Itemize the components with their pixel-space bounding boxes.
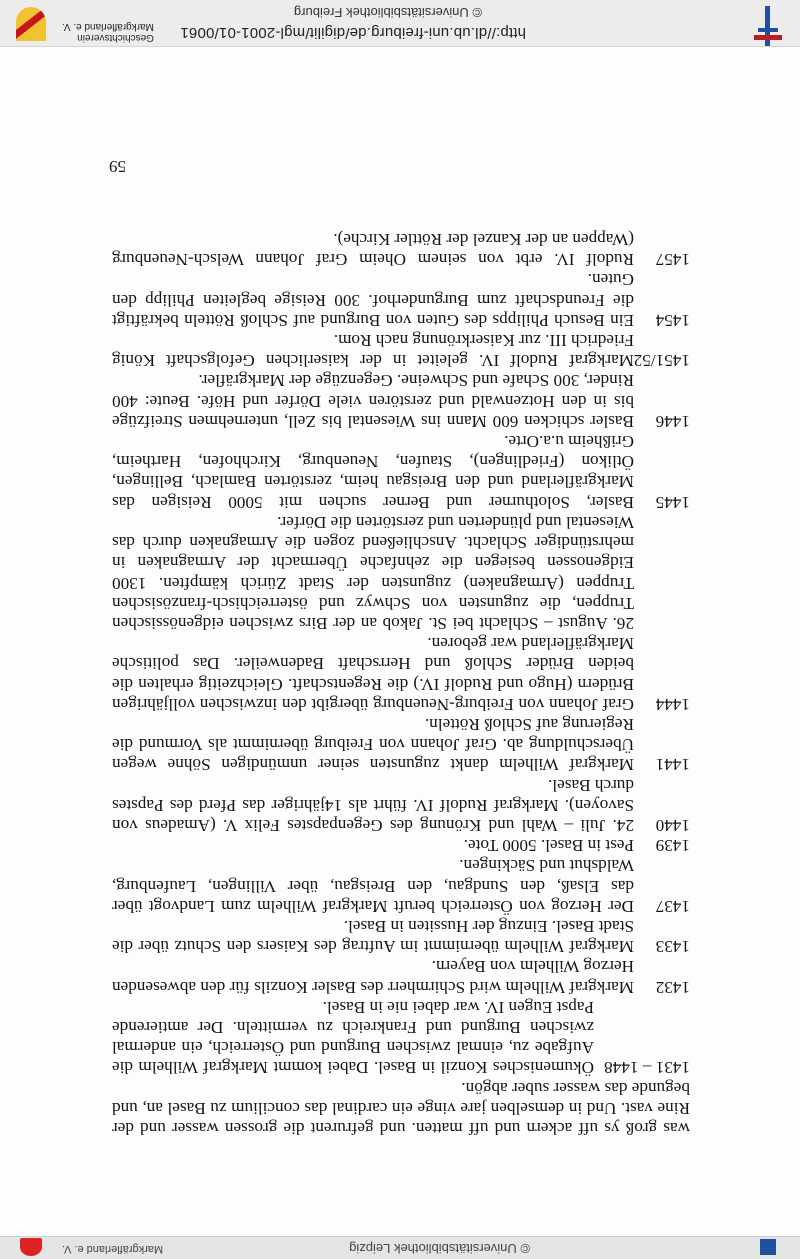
society-line-1: Geschichtsverein — [77, 32, 154, 43]
library-logo-icon — [760, 1239, 776, 1255]
header-copyright: © Universitätsbibliothek Leipzig — [349, 1241, 530, 1256]
footer-copyright: © Universitätsbibliothek Freiburg — [293, 5, 482, 20]
entry-text: Basler, Solothurner und Berner suchen mit 5000 Reisigen das Markgräflerland und den Breisgau heim, zerstörten Bamlach, Bellingen, Ötlikon (Friedlingen), Staufen, Neuenburg, Kirchhofen, Hartheim, Grißheim u.a.Orte. — [112, 432, 634, 512]
entry-text: Markgraf Wilhelm übernimmt im Auftrag des Kaisers den Schutz über die Stadt Basel. Einzug der Hussiten in Basel. — [112, 916, 634, 957]
entry-year: 1437 — [655, 896, 690, 916]
source-url-link[interactable]: http://dl.ub.uni-freiburg.de/digilit/mgl-2001-01/0061 — [180, 24, 526, 41]
chronicle-entry — [112, 633, 690, 714]
entry-year: 1431 – 1448 — [604, 1058, 690, 1078]
entry-text: Pest in Basel. 5000 Tote. — [463, 836, 634, 856]
entry-year: 1445 — [655, 492, 690, 512]
chronicle-entry — [112, 714, 690, 775]
entry-year: 1457 — [655, 250, 690, 270]
entry-text: Markgraf Rudolf IV. geleitet in der kaiserlichen Gefolgschaft König Friedrich III. zur Kaiserkrönung nach Rom. — [112, 331, 634, 371]
chronicle-entry — [112, 512, 690, 633]
entry-year: 1439 — [655, 836, 690, 856]
chronicle-entry — [112, 269, 690, 330]
header-society: Markgräflerland e. V. — [62, 1243, 164, 1255]
entry-text: Der Herzog von Österreich beruft Markgraf Wilhelm zum Landvogt über das Elsaß, den Sundgau, den Breisgau, über Villingen, Laufenburg, Waldshut und Säckingen. — [112, 856, 634, 916]
chronicle-entry — [112, 956, 690, 996]
page-number: 59 — [109, 157, 126, 176]
chronicle-entry — [112, 997, 690, 1078]
entry-year: 1446 — [655, 411, 690, 431]
chronicle-entry — [112, 916, 690, 956]
chronicle-entry — [112, 370, 690, 431]
entry-year: 1444 — [655, 694, 690, 714]
entry-text: Rudolf IV. erbt von seinem Oheim Graf Johann Welsch-Neuenburg (Wappen an der Kanzel der Röttler Kirche). — [112, 230, 634, 270]
entry-year: 1440 — [655, 815, 690, 835]
chronicle-entry — [112, 431, 690, 512]
entry-text: Markgraf Wilhelm dankt zugunsten seiner unmündigen Söhne wegen Überschuldung ab. Graf Johann von Freiburg übernimmt als Vormund die Regierung auf Schloß Rötteln. — [112, 714, 634, 775]
entry-text: 24. Juli – Wahl und Krönung des Gegenpapstes Felix V. (Amadeus von Savoyen). Markgraf Rudolf IV. führt als 14jähriger das Pferd des Papstes durch Basel. — [112, 775, 634, 835]
university-logo-icon — [748, 0, 788, 46]
chronicle-entry — [112, 330, 690, 370]
society-line-2: Markgräflerland e. V. — [62, 21, 154, 32]
entry-year: 1432 — [655, 977, 690, 997]
entry-text: Ökumenisches Konzil in Basel. Dabei kommt Markgraf Wilhelm die Aufgabe zu, einmal zwischen Burgund und Österreich, ein andermal zwischen Burgund und Frankreich zu vermitteln. Der amtierende Papst Eugen IV. war dabei nie in Basel. — [112, 997, 594, 1078]
entry-text: Markgraf Wilhelm wird Schirmherr des Basler Konzils für den abwesenden Herzog Wilhelm von Bayern. — [112, 957, 634, 997]
entry-year: 1433 — [655, 937, 690, 957]
entry-text: Graf Johann von Freiburg-Neuenburg übergibt den inzwischen volljährigen Brüdern (Hugo und Rudolf IV.) die Regentschaft. Gleichzeitig erhalten die beiden Brüder Schloß und Herrschaft Badenweiler. Das politische Markgräflerland war geboren. — [112, 634, 634, 714]
entry-year: 1454 — [655, 310, 690, 330]
society-crest-icon — [20, 1238, 42, 1256]
entry-text: Ein Besuch Philipps des Guten von Burgund auf Schloß Rötteln bekräftigt die Freundschaft zum Burgunderhof. 300 Reisige begleiten Philipp den Guten. — [112, 270, 634, 330]
header-bar — [0, 1236, 800, 1259]
chronicle-text — [112, 229, 690, 1138]
chronicle-entry — [112, 229, 690, 269]
entry-text: 26. August – Schlacht bei St. Jakob an der Birs zwischen eidgenössischen Truppen, die zugunsten von Schwyz und österreichisch-französischen Truppen (Armagnaken) zugunsten der Stadt Zürich kämpften. 1300 Eidgenossen besiegen die zehnfache Übermacht der Armagnaken in mehrstündiger Schlacht. Anschließend zogen die Armagnaken durch das Wiesental und plünderten und zerstörten die Dörfer. — [112, 512, 634, 633]
chronicle-entry — [112, 774, 690, 835]
entry-text: Basler schicken 600 Mann ins Wiesental bis Zell, unternehmen Streifzüge bis in den Hotzenwald und zerstören viele Dörfer und Höfe. Beute: 400 Rinder, 300 Schafe und Schweine. Gegenzüge der Markgräfler. — [112, 371, 634, 431]
entry-year: 1441 — [655, 755, 690, 775]
entry-year — [634, 512, 690, 633]
society-crest-icon — [10, 3, 50, 43]
chronicle-entry — [112, 835, 690, 855]
entry-year: 1451/52 — [633, 351, 690, 371]
footer-bar — [0, 0, 800, 47]
society-name — [62, 21, 154, 43]
chronicle-entry — [112, 855, 690, 916]
intro-paragraph: was groß ys uff ackern und uff matten. und gefrurent die grossen wasser und der Rine vast. Und in demselben jare vinge ein cardinal das concilium zu Basel an, und begunde das wasser suber abgön. — [112, 1078, 690, 1138]
